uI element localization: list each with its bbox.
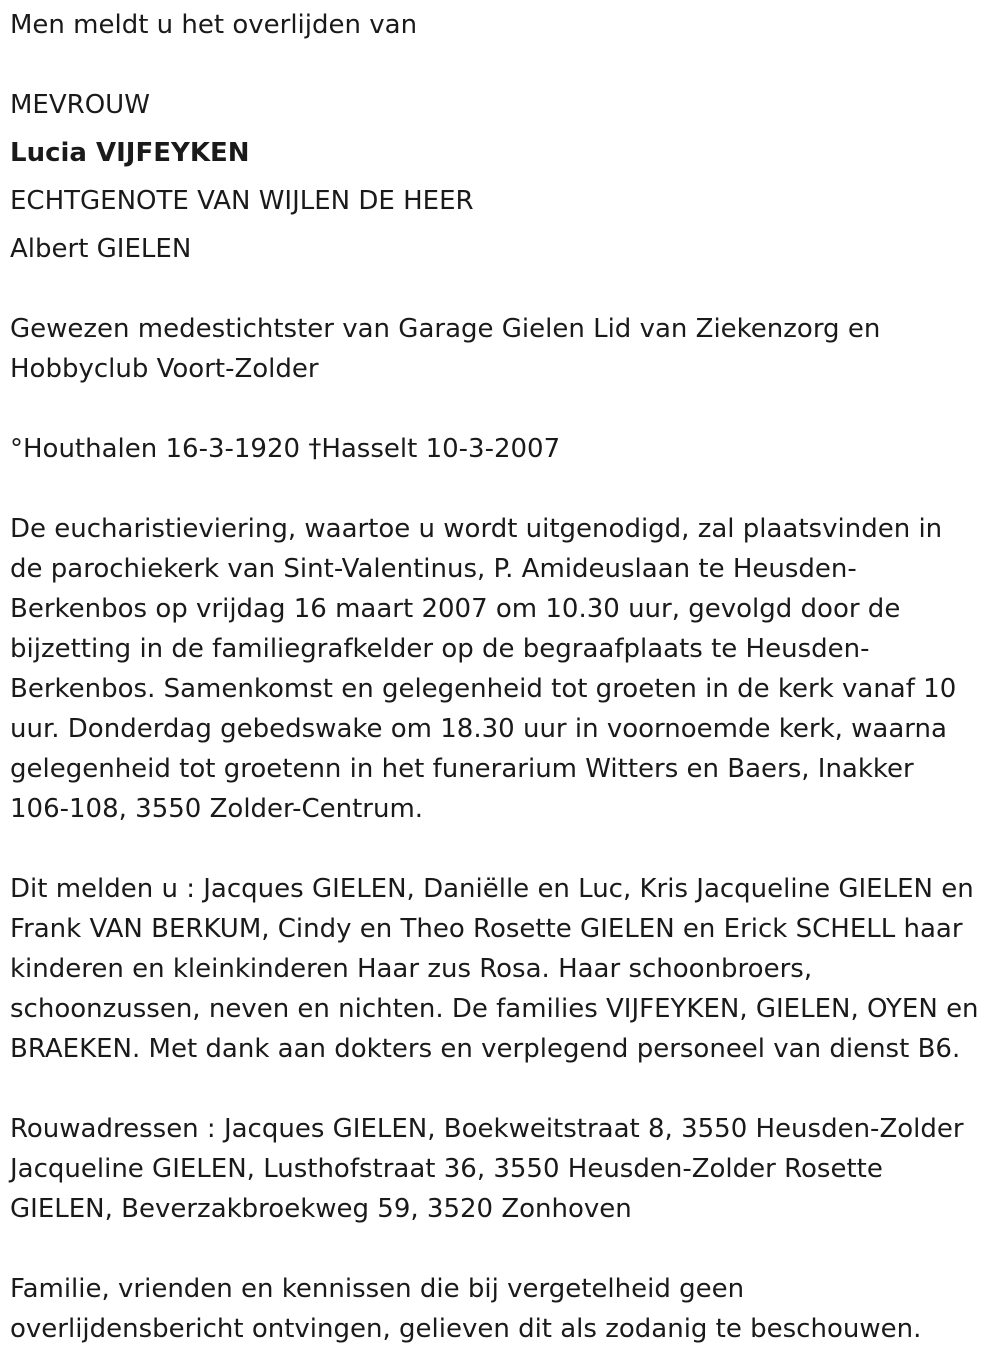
addresses-paragraph xyxy=(10,1109,995,1229)
spouse-name: Albert GIELEN xyxy=(10,234,192,264)
bio-paragraph xyxy=(10,309,995,389)
closing-line: overlijdensbericht ontvingen, gelieven dit als zodanig te beschouwen. xyxy=(10,1314,922,1344)
ceremony-line: Berkenbos. Samenkomst en gelegenheid tot groeten in de kerk vanaf 10 xyxy=(10,674,957,704)
spouse-title: ECHTGENOTE VAN WIJLEN DE HEER xyxy=(10,186,474,216)
ceremony-line: De eucharistieviering, waartoe u wordt uitgenodigd, zal plaatsvinden in xyxy=(10,514,943,544)
birth-death-dates: °Houthalen 16-3-1920 †Hasselt 10-3-2007 xyxy=(10,434,561,464)
family-line: schoonzussen, neven en nichten. De families VIJFEYKEN, GIELEN, OYEN en xyxy=(10,994,979,1024)
ceremony-line: gelegenheid tot groetenn in het funerarium Witters en Baers, Inakker xyxy=(10,754,914,784)
ceremony-line: de parochiekerk van Sint-Valentinus, P. Amideuslaan te Heusden- xyxy=(10,554,857,584)
address-line: GIELEN, Beverzakbroekweg 59, 3520 Zonhoven xyxy=(10,1194,632,1224)
ceremony-line: bijzetting in de familiegrafkelder op de begraafplaats te Heusden- xyxy=(10,634,870,664)
ceremony-line: 106-108, 3550 Zolder-Centrum. xyxy=(10,794,424,824)
bio-line: Hobbyclub Voort-Zolder xyxy=(10,354,319,384)
ceremony-line: Berkenbos op vrijdag 16 maart 2007 om 10.30 uur, gevolgd door de xyxy=(10,594,901,624)
family-line: BRAEKEN. Met dank aan dokters en verplegend personeel van dienst B6. xyxy=(10,1034,961,1064)
family-line: kinderen en kleinkinderen Haar zus Rosa. Haar schoonbroers, xyxy=(10,954,813,984)
closing-paragraph xyxy=(10,1269,995,1349)
address-line: Jacqueline GIELEN, Lusthofstraat 36, 3550 Heusden-Zolder Rosette xyxy=(10,1154,883,1184)
family-paragraph xyxy=(10,869,995,1069)
ceremony-line: uur. Donderdag gebedswake om 18.30 uur in voornoemde kerk, waarna xyxy=(10,714,947,744)
honorific: MEVROUW xyxy=(10,90,150,120)
intro-text: Men meldt u het overlijden van xyxy=(10,10,418,40)
family-line: Dit melden u : Jacques GIELEN, Daniëlle en Luc, Kris Jacqueline GIELEN en xyxy=(10,874,974,904)
family-line: Frank VAN BERKUM, Cindy en Theo Rosette GIELEN en Erick SCHELL haar xyxy=(10,914,963,944)
address-line: Rouwadressen : Jacques GIELEN, Boekweitstraat 8, 3550 Heusden-Zolder xyxy=(10,1114,964,1144)
bio-line: Gewezen medestichtster van Garage Gielen Lid van Ziekenzorg en xyxy=(10,314,881,344)
ceremony-paragraph xyxy=(10,509,995,829)
closing-line: Familie, vrienden en kennissen die bij vergetelheid geen xyxy=(10,1274,745,1304)
deceased-name: Lucia VIJFEYKEN xyxy=(10,138,250,168)
